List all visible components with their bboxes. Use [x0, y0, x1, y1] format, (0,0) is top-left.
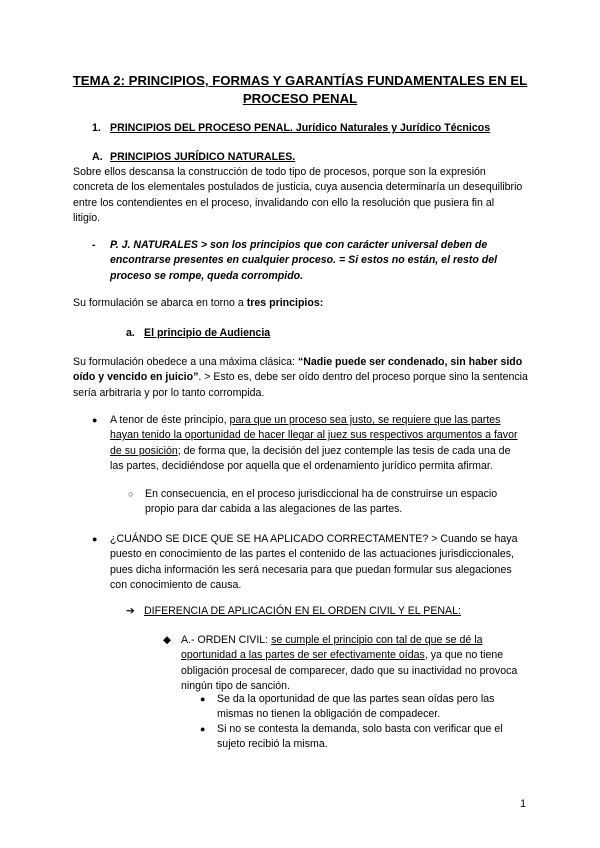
audiencia-paragraph: [73, 355, 528, 401]
bullet-1-marker: ●: [92, 415, 98, 425]
circle-bullet-text: En consecuencia, en el proceso jurisdiccional ha de construirse un espacio propio para dar cabida a las alegaciones de las partes.: [145, 488, 498, 516]
audiencia-pre: Su formulación obedece a una máxima clásica:: [73, 356, 298, 368]
circle-bullet-marker: ○: [128, 489, 134, 499]
section-1-heading: PRINCIPIOS DEL PROCESO PENAL. Jurídico Naturales y Jurídico Técnicos: [110, 122, 491, 134]
bullet-1-underlined: para que un proceso sea justo, se requiere que las partes hayan tenido la oportunidad de hacer llegar al juez sus respectivos argumentos a favor de su posición: [110, 414, 518, 457]
sub-bullet-2-text: Si no se contesta la demanda, solo basta con verificar que el sujeto recibió la misma.: [217, 723, 503, 751]
audiencia-post: . > Esto es, debe ser oído dentro del proceso porque sino la sentencia sería arbitraria y por lo tanto corrompida.: [73, 371, 528, 399]
arrow-item-text: DIFERENCIA DE APLICACIÓN EN EL ORDEN CIVIL Y EL PENAL:: [144, 605, 461, 617]
section-1-number: 1.: [92, 122, 101, 134]
dash-bullet: -: [92, 239, 96, 251]
diamond-item-text: [181, 633, 526, 695]
sub-bullet-1-marker: ●: [200, 694, 206, 704]
diamond-item-underlined: se cumple el principio con tal de que se dé la oportunidad a las partes de ser efectivamente oídas: [181, 634, 483, 662]
bullet-2-text: ¿CUÁNDO SE DICE QUE SE HA APLICADO CORRECTAMENTE? > Cuando se haya puesto en conocimiento de las partes el contenido de las actuaciones jurisdiccionales, pues dicha información les será necesaria para que puedan formular sus alegaciones con conocimiento de causa.: [110, 533, 518, 592]
diamond-item-post: , ya que no tiene obligación procesal de comparecer, dado que su inactividad no provoca ningún tipo de sanción.: [181, 649, 518, 693]
formulation-text: Su formulación se abarca en torno a: [73, 297, 247, 309]
intro-paragraph: Sobre ellos descansa la construcción de todo tipo de procesos, porque son la expresión concreta de los elementales postulados de justicia, cuya ausencia determinaría un desequilibrio entre los contendientes en el proceso, invalidando con ello la resolución que pusiera fin al litigio.: [73, 166, 523, 225]
section-a-heading: PRINCIPIOS JURÍDICO NATURALES.: [110, 151, 296, 163]
page-number: 1: [520, 798, 526, 810]
bullet-1-text: [110, 413, 524, 475]
sub-bullet-1-text: Se da la oportunidad de que las partes sean oídas pero las mismas no tienen la obligación de compadecer.: [217, 693, 495, 721]
diamond-bullet-marker: ◆: [163, 634, 172, 646]
bullet-1-post: ; de forma que, la decisión del juez contemple las tesis de cada una de las partes, decidiéndose por aquella que el ordenamiento jurídico permita afirmar.: [110, 444, 511, 473]
formulation-line: [73, 296, 523, 311]
sub-bullet-2-marker: ●: [200, 724, 206, 734]
subsection-a-heading: El principio de Audiencia: [144, 327, 271, 339]
page-title: TEMA 2: PRINCIPIOS, FORMAS Y GARANTÍAS FUNDAMENTALES EN EL PROCESO PENAL: [72, 73, 528, 106]
bullet-1-pre: A tenor de éste principio,: [110, 414, 230, 426]
audiencia-quote: “Nadie puede ser condenado, sin haber sido oído y vencido en juicio”: [73, 356, 523, 384]
section-a-letter: A.: [92, 151, 103, 163]
subsection-a-letter: a.: [126, 327, 135, 339]
arrow-bullet-marker: ➔: [126, 605, 135, 617]
diamond-item-pre: A.- ORDEN CIVIL:: [181, 634, 272, 646]
formulation-bold: tres principios:: [246, 297, 324, 309]
naturales-definition: P. J. NATURALES > son los principios que con carácter universal deben de encontrarse presentes en cualquier proceso. = Si estos no están, el resto del proceso se rompe, queda corrompido.: [110, 239, 498, 282]
bullet-2-marker: ●: [92, 534, 98, 544]
